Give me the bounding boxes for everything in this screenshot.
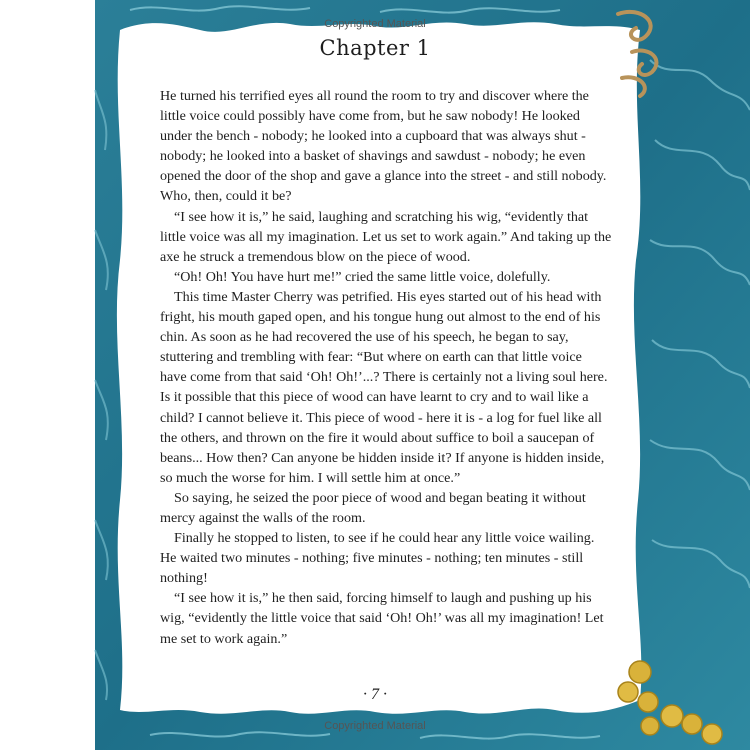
copyright-notice-bottom: Copyrighted Material (324, 720, 426, 732)
chapter-title: Chapter 1 (319, 36, 431, 60)
paragraph: Finally he stopped to listen, to see if he could hear any little voice wailing. He waited two minutes - nothing; five minutes - nothing; ten minutes - still nothing! (160, 530, 595, 587)
paragraph: This time Master Cherry was petrified. His eyes started out of his head with fright, his mouth gaped open, and his tongue hung out almost to the end of his chin. As soon as he had recovered the use of his speech, he began to say, stuttering and trembling with fear: “But where on earth can that little voice have come from that said ‘Oh! Oh!’...? There is certainly not a living soul here. Is it possible that this piece of wood can have learnt to cry and to wail like a child? I cannot believe it. This piece of wood - here it is - a log for fuel like all the others, and thrown on the fire it would about suffice to boil a saucepan of beans... How then? Can anyone be hidden inside it? If anyone is hidden inside, so much the worse for him. I will settle him at once.” (160, 288, 608, 486)
page-number: · 7 · (363, 686, 387, 703)
paragraph: He turned his terrified eyes all round the room to try and discover where the little voice could possibly have come from, but he saw nobody! He looked under the bench - nobody; he looked into a cupboard that was always shut - nobody; he looked into a basket of shavings and sawdust - nobody; he even opened the door of the shop and gave a glance into the street - and still nobody. Who, then, could it be? (160, 88, 607, 205)
paragraph: “I see how it is,” he then said, forcing himself to laugh and pushing up his wig, “evidently the little voice that said ‘Oh! Oh!’ was all my imagination! Let me set to work again.” (160, 590, 604, 647)
paragraph: So saying, he seized the poor piece of wood and began beating it without mercy against the walls of the room. (160, 489, 586, 526)
paragraph: “Oh! Oh! You have hurt me!” cried the same little voice, dolefully. (174, 268, 551, 285)
paragraph: “I see how it is,” he said, laughing and scratching his wig, “evidently that little voice was all my imagination. Let us set to work again.” And taking up the axe he struck a tremendous blow on the piece of wood. (160, 208, 612, 265)
copyright-notice-top: Copyrighted Material (324, 18, 426, 30)
body-text (160, 86, 612, 649)
